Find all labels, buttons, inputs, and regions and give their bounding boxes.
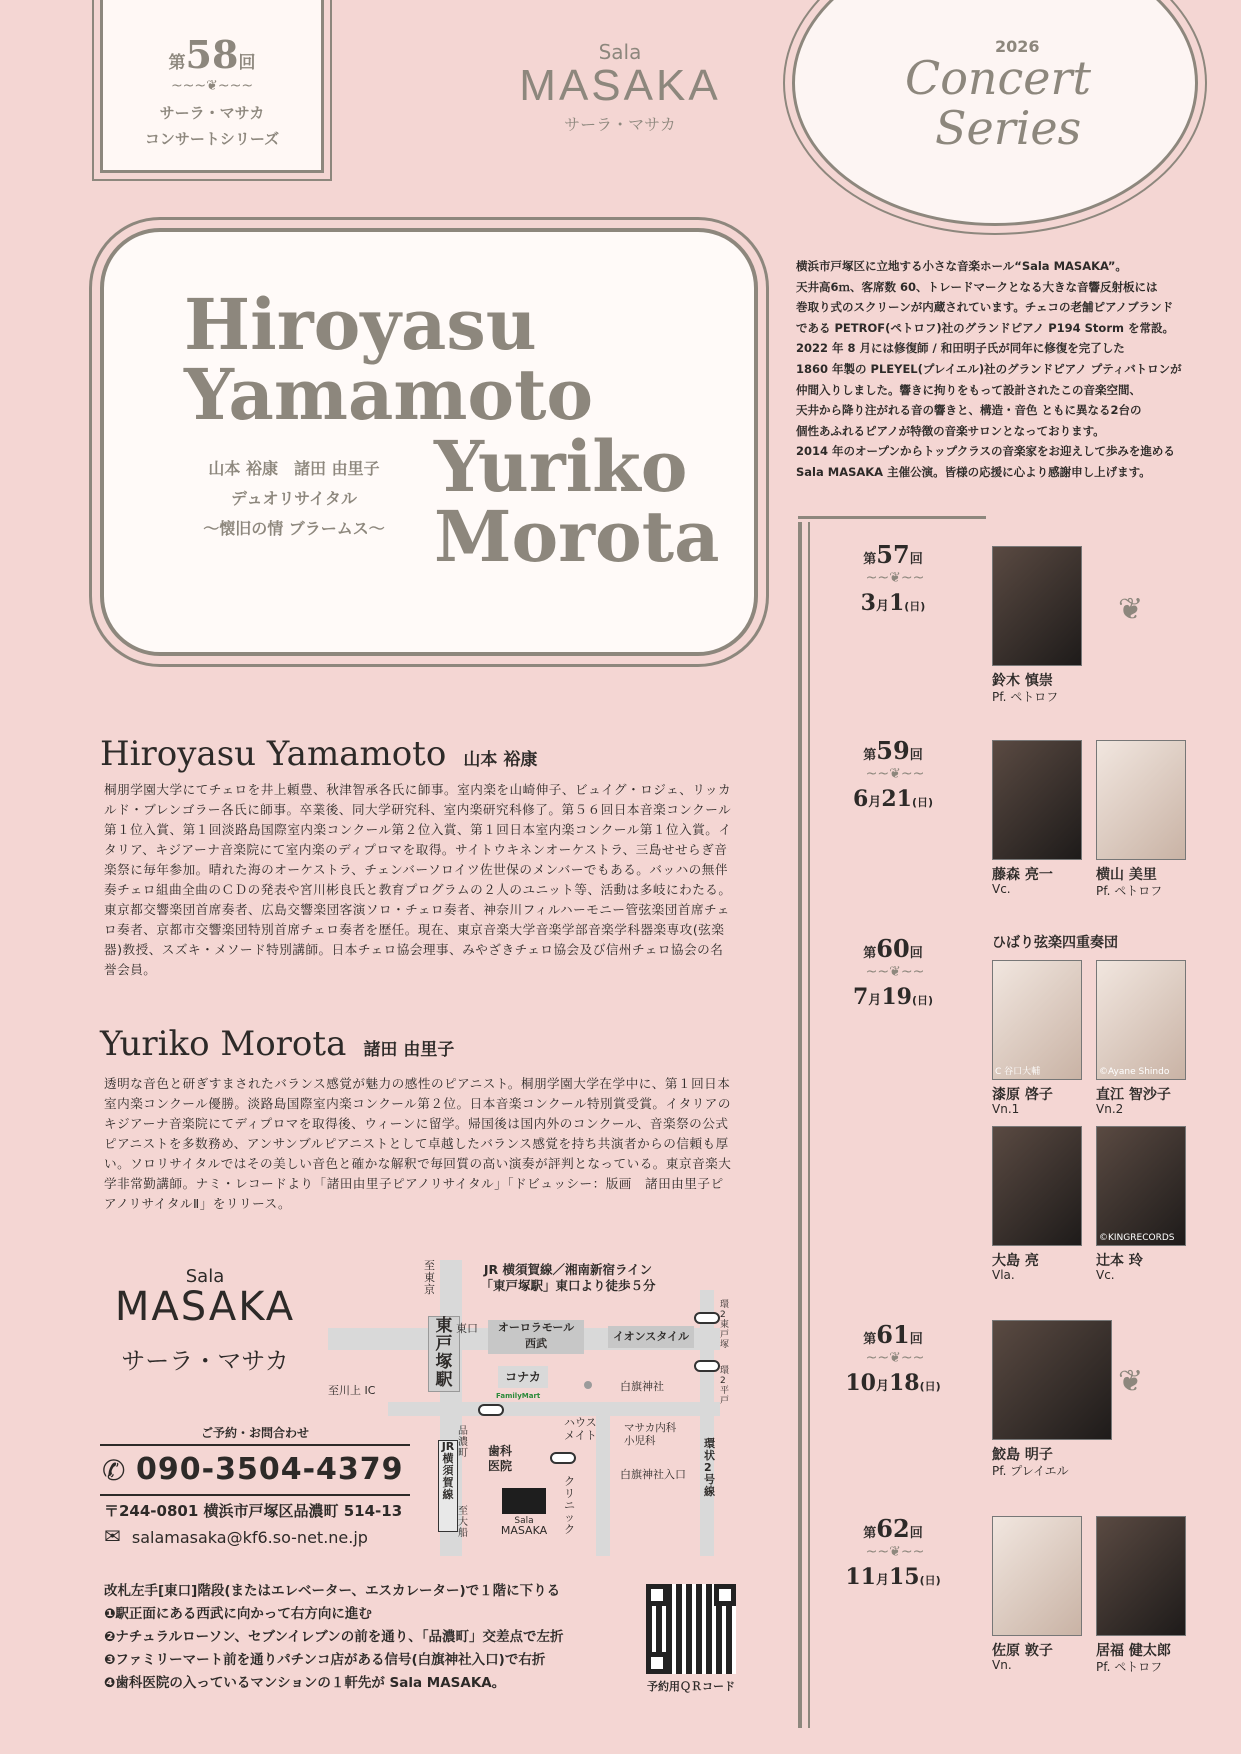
shirahata-shrine: 白旗神社: [620, 1380, 664, 1393]
event-number: [818, 1514, 968, 1543]
event-num: 59: [876, 736, 910, 765]
venue-intro-line: 天井高6ｍ、客席数 60、トレードマークとなる大きな音響反射板には: [796, 279, 1158, 294]
performer-instrument: Vn.: [992, 1658, 1012, 1672]
venue-intro-line: 横浜市戸塚区に立地する小さな音楽ホール“Sala MASAKA”。: [796, 259, 1127, 273]
event-date: [818, 1564, 968, 1590]
directions: 改札左手[東口]階段(またはエレベーター、エスカレーター)で１階に下りる ❶駅正面にある西武に向かって右方向に進む ❷ナチュラルローソン、セブンイレブンの前を通り、「品濃町」交差点で左折 ❸ファミリーマート前を通りパチンコ店がある信号(白旗神社入口)で右折 ❹歯科医院の入っているマンションの１軒先が Sala MASAKA。: [104, 1580, 564, 1695]
ornament-flourish: ~~❦~~: [865, 570, 925, 586]
house-mate: ハウス メイト: [564, 1416, 597, 1442]
ornament-icon: ❦: [1118, 592, 1144, 627]
photo-credit: ©KINGRECORDS: [1099, 1233, 1175, 1243]
recital-subtitle: 山本 裕康 諸田 由里子 デュオリサイタル 〜懐旧の情 ブラームス〜: [203, 459, 385, 538]
phone-icon: ✆: [102, 1454, 126, 1487]
performer-name: 辻本 玲: [1096, 1253, 1143, 1269]
event-month: 7: [852, 984, 869, 1010]
access-map: [328, 1259, 730, 1556]
event-prefix: 第: [863, 946, 877, 961]
bio2-text: 透明な音色と研ぎすまされたバランス感覚が魅力の感性のピアニスト。桐朋学園大学在学中に、第１回日本室内楽コンクール優勝。淡路島国際室内楽コンクール第２位。日本音楽コンクール特別賞受賞。イタリアのキジアーナ音楽院にてディプロマを取得後、ウィーンに留学。帰国後は国内外のコンクール、音楽祭の公式ピアニストを多数務め、アンサンブルピアニストとして卓越したバランス感覚を持ち共演者からの信頼も厚い。ソロリサイタルではその美しい音色と確かな解釈で毎回質の高い演奏が評判となっている。東京音楽大学非常勤講師。ナミ・レコードより「諸田由里子ピアノリサイタル」「ドビュッシー：版画 諸田由里子ピアノリサイタルⅡ」をリリース。: [104, 1076, 732, 1211]
venue-intro: [796, 256, 1216, 483]
event-day: 19: [881, 984, 912, 1010]
performer1-given: Hiroyasu: [184, 283, 537, 366]
series-label: サーラ・マサカ コンサートシリーズ: [144, 104, 280, 148]
month-unit: 月: [875, 599, 889, 614]
ring2-east: 環2東戸塚: [720, 1300, 730, 1350]
performer-photo: [992, 960, 1082, 1080]
month-unit: 月: [875, 1379, 889, 1394]
to-ofuna-label: 至大船: [458, 1506, 468, 1539]
event-dow: (日): [919, 1574, 941, 1587]
month-unit: 月: [875, 1573, 889, 1588]
dental-clinic: 歯科 医院: [488, 1444, 513, 1473]
month-unit: 月: [868, 993, 882, 1008]
ring2-road: [700, 1290, 714, 1556]
performer-name: 藤森 亮一: [992, 867, 1053, 883]
performer-instrument: Vn.2: [1096, 1102, 1124, 1116]
qr-finder: [646, 1584, 668, 1606]
performer2-family: Morota: [434, 495, 720, 578]
timeline-line: [798, 522, 802, 1728]
ornament-flourish: ~~❦~~: [865, 1350, 925, 1366]
performer-instrument: Pf. ペトロフ: [1096, 884, 1163, 898]
event-num: 61: [876, 1320, 910, 1349]
traffic-signal-icon: [478, 1404, 504, 1416]
performer-instrument: Vc.: [992, 882, 1011, 896]
east-exit-label: 東口: [456, 1322, 478, 1335]
performer-instrument: Pf. ペトロフ: [992, 690, 1059, 704]
series-number: 第58回: [168, 32, 256, 77]
performer-name: 佐原 敦子: [992, 1643, 1053, 1659]
performer-photo: [1096, 1516, 1186, 1636]
event-number: [818, 540, 968, 569]
bio1-heading: Hiroyasu Yamamoto 山本 裕康: [100, 734, 538, 774]
event-dow: (日): [911, 994, 933, 1007]
performer-photo: [992, 1126, 1082, 1246]
address: 〒244-0801 横浜市戸塚区品濃町 514-13: [104, 1502, 403, 1520]
performer-name: 大島 亮: [992, 1253, 1039, 1269]
qr-finder: [646, 1652, 668, 1674]
masaka-clinic: マサカ内科 小児科: [624, 1422, 677, 1447]
venue-intro-line: 2014 年のオープンからトップクラスの音楽家をお迎えして歩みを進める: [796, 444, 1175, 459]
venue-intro-line: 天井から降り注がれる音の響きと、構造・音色 ともに異なる2台の: [796, 403, 1142, 418]
station-box: 東戸塚駅: [428, 1316, 460, 1392]
to-tokyo-label: 至東京: [424, 1259, 435, 1296]
bio1-text: 桐朋学園大学にてチェロを井上頼豊、秋津智承各氏に師事。室内楽を山崎伸子、ビュイグ・ロジェ、リッカルド・ブレンゴラー各氏に師事。卒業後、同大学研究科、室内楽研究科修了。第５６回日本音楽コンクール第１位入賞、第１回淡路島国際室内楽コンクール第２位入賞、第１回日本室内楽コンクール第１位入賞。イタリア、キジアーナ音楽院にて室内楽のディプロマを取得。サイトウキネンオーケストラ、三島せせらぎ音楽祭に毎年参加。晴れた海のオーケストラ、チェンバーソロイツ佐世保のメンバーでもある。バッハの無伴奏チェロ組曲全曲のＣＤの発表や宮川彬良氏と教育プログラムの２人のユニット等、活動は多岐にわたる。東京都交響楽団首席奏者、広島交響楽団客演ソロ・チェロ奏者、神奈川フィルハーモニー管弦楽団首席チェロ奏者、京都市交響楽団特別首席チェロ奏者を歴任。現在、東京音楽大学音楽学部音楽学科器楽専攻(弦楽器)教授、スズキ・メソード特別講師。日本チェロ協会理事、みやざきチェロ協会及び信州チェロ協会の名誉会員。: [104, 782, 732, 977]
direction-steps: [104, 1603, 564, 1695]
performer-photo: [992, 546, 1082, 666]
performer-name: 横山 美里: [1096, 867, 1157, 883]
event-month: 11: [845, 1564, 876, 1590]
bio2-heading: Yuriko Morota 諸田 由里子: [100, 1024, 455, 1064]
event-number: [818, 934, 968, 963]
series-word: Series: [935, 101, 1082, 155]
email[interactable]: salamasaka@kf6.so-net.ne.jp: [131, 1528, 368, 1547]
venue-intro-line: 仲間入りしました。響きに拘りをもって設計されたこの音楽空間、: [796, 382, 1141, 397]
photo-credit: C 谷口大輔: [995, 1067, 1041, 1077]
side-road: [596, 1416, 610, 1556]
ornament-icon: ❦: [1118, 1364, 1144, 1399]
route-note: JR 横須賀線／湘南新宿ライン 「東戸塚駅」東口より徒歩５分: [480, 1262, 656, 1293]
performer-photo: [992, 1320, 1112, 1440]
direction-step: ❹歯科医院の入っているマンションの１軒先が Sala MASAKA。: [104, 1675, 506, 1691]
performer-photo: [992, 1516, 1082, 1636]
performer-instrument: Pf. ペトロフ: [1096, 1660, 1163, 1674]
performer-instrument: Vc.: [1096, 1268, 1115, 1282]
performer-photo: [1096, 1126, 1186, 1246]
event-day: 18: [888, 1370, 920, 1396]
concert-word: Concert: [905, 51, 1091, 105]
venue-intro-line: である PETROF(ペトロフ)社のグランドピアノ P194 Storm を常設。: [796, 320, 1174, 335]
venue-intro-line: 1860 年製の PLEYEL(プレイエル)社のグランドピアノ プティバトロンが: [796, 361, 1182, 376]
event-month: 6: [852, 786, 869, 812]
event-day: 1: [888, 590, 905, 616]
direction-step: ❷ナチュラルローソン、セブンイレブンの前を通り、「品濃町」交差点で左折: [104, 1629, 564, 1645]
mail-icon: ✉: [104, 1524, 121, 1548]
familymart: FamilyMart: [496, 1392, 541, 1400]
traffic-signal-icon: [550, 1452, 576, 1464]
performer-photo: [992, 740, 1082, 860]
event-number: [818, 736, 968, 765]
kawakami-ic: 至川上 IC: [328, 1384, 376, 1397]
event-dow: (日): [919, 1380, 941, 1393]
event-number: [818, 1320, 968, 1349]
event-prefix: 第: [863, 552, 877, 567]
venue-intro-line: 2022 年 8 月には修復師 / 和田明子氏が同年に修復を完了した: [796, 341, 1125, 356]
event-num: 57: [876, 540, 910, 569]
performer-name: 鈴木 慎崇: [992, 673, 1053, 689]
event-dow: (日): [904, 600, 926, 613]
venue-intro-line: 巻取り式のスクリーンが内蔵されています。チェコの老舗ピアノブランド: [796, 300, 1174, 315]
aeon-style: イオンスタイル: [608, 1326, 694, 1348]
qr-label: 予約用ＱＲコード: [647, 1680, 735, 1693]
ensemble-name: ひばり弦楽四重奏団: [992, 935, 1118, 951]
event-dow: (日): [911, 796, 933, 809]
phone-number[interactable]: 090-3504-4379: [136, 1452, 404, 1487]
photo-credit: ©Ayane Shindo: [1099, 1067, 1170, 1077]
ornament-flourish: ~~❦~~: [865, 766, 925, 782]
performer-name: 居福 健太郎: [1096, 1643, 1171, 1659]
event-suffix: 回: [909, 748, 923, 763]
clinic-label: クリニック: [564, 1475, 575, 1536]
performer-name: 漆原 啓子: [992, 1087, 1053, 1103]
event-prefix: 第: [863, 748, 877, 763]
event-date: [818, 1370, 968, 1396]
performer-name: 鮫島 明子: [992, 1447, 1053, 1463]
event-month: 10: [845, 1370, 876, 1396]
event-month: 3: [860, 590, 876, 616]
event-day: 15: [888, 1564, 920, 1590]
event-prefix: 第: [863, 1526, 877, 1541]
event-suffix: 回: [909, 946, 923, 961]
performer-photo: [1096, 740, 1186, 860]
event-suffix: 回: [909, 1526, 923, 1541]
direction-step: ❶駅正面にある西武に向かって右方向に進む: [104, 1606, 372, 1622]
title-frame: [100, 228, 758, 656]
event-day: 21: [881, 786, 912, 812]
performer2-given: Yuriko: [434, 425, 688, 508]
venue-logo: Sala MASAKA サーラ・マサカ: [519, 40, 721, 134]
aurora-mall: オーロラモール 西武: [488, 1320, 584, 1354]
shirahata-entrance: 白旗神社入口: [620, 1468, 686, 1481]
venue-intro-line: Sala MASAKA 主催公演。皆様の応援に心より感謝申し上げます。: [796, 464, 1151, 479]
event-num: 62: [876, 1514, 910, 1543]
event-date: [818, 786, 968, 812]
event-num: 60: [876, 934, 910, 963]
concert-series-oval: [792, 0, 1198, 226]
shrine-dot: [584, 1381, 592, 1389]
road-middle: [388, 1402, 720, 1416]
ring2-label: 環状2号線: [704, 1437, 715, 1498]
konaka: コナカ: [498, 1366, 548, 1388]
year: 2026: [995, 37, 1040, 56]
reservation-qr-code[interactable]: [646, 1584, 736, 1674]
performer-photo: [1096, 960, 1186, 1080]
month-unit: 月: [868, 795, 882, 810]
event-date: [818, 590, 968, 616]
direction-step: ❸ファミリーマート前を通りパチンコ店がある信号(白旗神社入口)で右折: [104, 1652, 546, 1668]
series-frame: [100, 0, 324, 173]
ornament-flourish: ~~❦~~: [865, 964, 925, 980]
performer-name: 直江 智沙子: [1096, 1087, 1171, 1103]
contact-logo: Sala MASAKA サーラ・マサカ: [114, 1266, 296, 1375]
yokosuka-line: JR横須賀線: [438, 1440, 458, 1532]
event-prefix: 第: [863, 1332, 877, 1347]
timeline-line: [808, 522, 810, 1728]
ornament-flourish: ~~❦~~: [865, 1544, 925, 1560]
ornament-flourish: ~~~❦~~~: [170, 78, 254, 94]
traffic-signal-icon: [694, 1360, 720, 1372]
event-suffix: 回: [909, 552, 923, 567]
sala-building: [502, 1488, 546, 1514]
performer-instrument: Vla.: [992, 1268, 1015, 1282]
venue-intro-line: 個性あふれるピアノが特徴の音楽サロンとなっております。: [796, 423, 1105, 438]
ring2-hirado: 環2平戸: [720, 1366, 730, 1406]
performer-instrument: Pf. プレイエル: [992, 1464, 1069, 1478]
shinanomachi-label: 品濃町: [458, 1426, 468, 1459]
qr-finder: [714, 1584, 736, 1606]
performer-instrument: Vn.1: [992, 1102, 1020, 1116]
contact-label: ご予約・お問合わせ: [200, 1426, 309, 1440]
sala-map-label: Sala MASAKA: [500, 1516, 548, 1537]
performer1-family: Yamamoto: [184, 353, 594, 436]
event-suffix: 回: [909, 1332, 923, 1347]
traffic-signal-icon: [694, 1312, 720, 1324]
timeline-top: [798, 516, 986, 519]
event-date: [818, 984, 968, 1010]
